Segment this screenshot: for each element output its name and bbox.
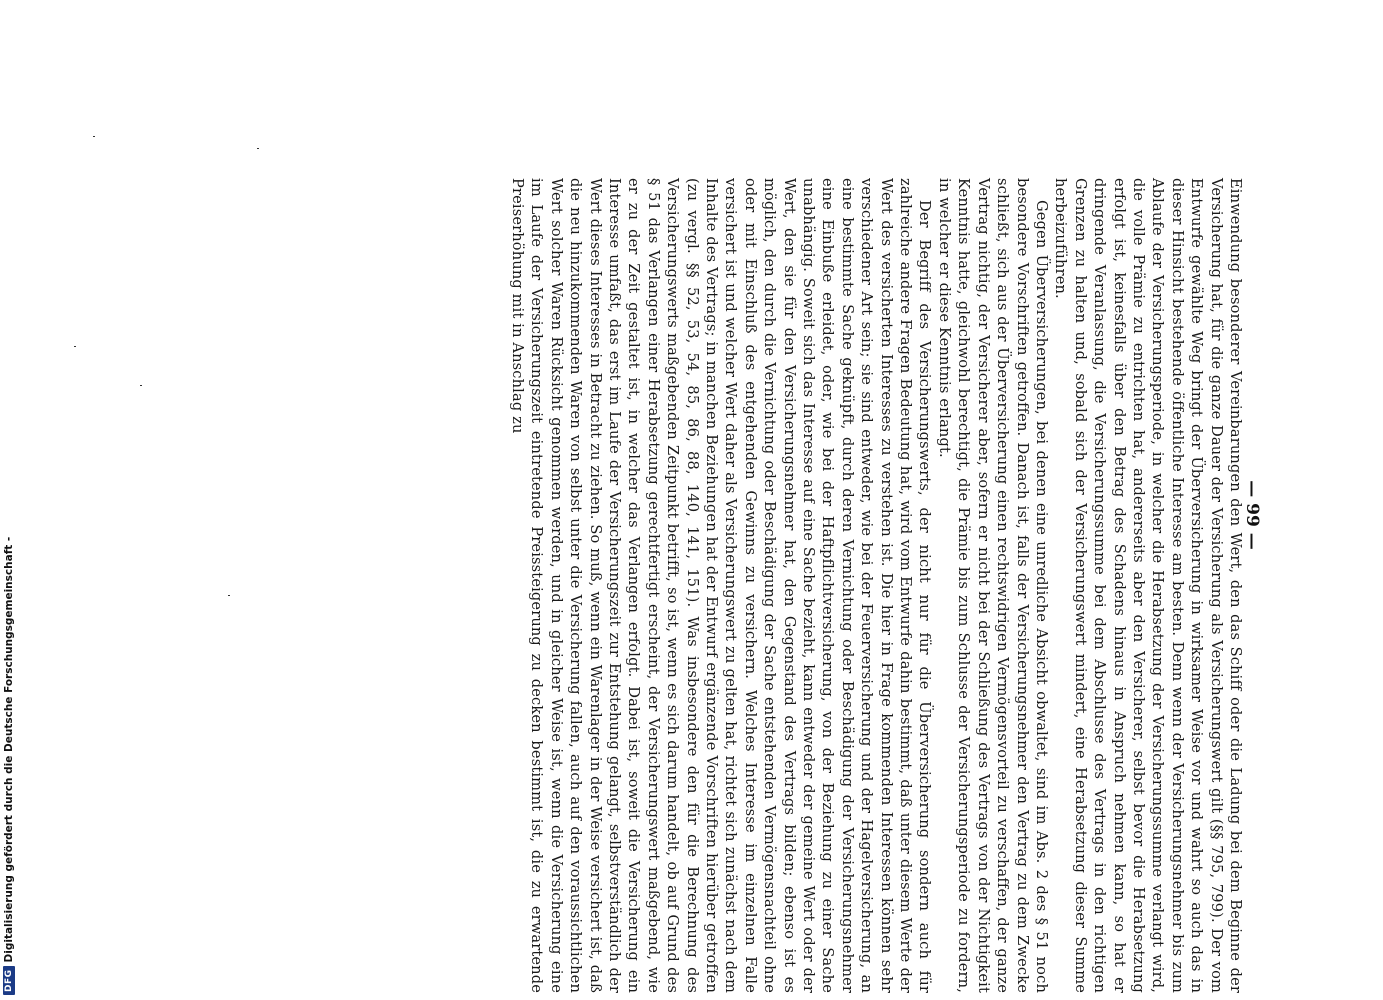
page-header: — 99 — [1242,480,1262,550]
scan-speck [228,595,230,596]
digitization-footer [0,536,18,995]
scan-speck [93,136,95,137]
dfg-logo: DFG [3,966,15,995]
document-body [165,178,1245,993]
paragraph-2: Gegen Überversicherungen, bei denen eine unredliche Absicht obwaltet, sind im Abs. 2 des § 51 noch besondere Vorschriften getroffen. Danach ist, falls der Versicherungsnehmer den Vertrag zu dem Zwecke schließt, sich aus der Überversicherung einen rechtswidrigen Vermögensvorteil zu verschaffen, der ganze Vertrag nichtig, der Versicherer aber, sofern er nicht bei der Schließung des Vertrags von der Nichtigkeit Kenntnis hatte, gleichwohl berechtigt, die Prämie bis zum Schlusse der Versicherungsperiode zu fordern, in welcher er diese Kenntnis erlangt. [935,178,1050,993]
footer-text: Digitalisierung gefördert durch die Deutsche Forschungsgemeinschaft - [3,536,15,963]
paragraph-1: Einwendung besonderer Vereinbarungen den Wert, den das Schiff oder die Ladung bei dem Beginne der Versicherung hat, für die ganze Dauer der Versicherung als Versicherungswert gilt (§§ 795, 799). Der vom Entwurfe gewählte Weg bringt der Überversicherung in wirksamer Weise vor und wahrt so auch das in dieser Hinsicht bestehende öffentliche Interesse am besten. Denn wenn der Versicherungsnehmer bis zum Ablaufe der Versicherungsperiode, in welcher die Herabsetzung der Versicherungssumme verlangt wird, die volle Prämie zu entrichten hat, andererseits aber den Versicherer, selbst bevor die Herabsetzung erfolgt ist, keinesfalls über den Betrag des Schadens hinaus in Anspruch nehmen kann, so hat er dringende Veranlassung, die Versicherungssumme bei dem Abschlusse des Vertrags in den richtigen Grenzen zu halten und, sobald sich der Versicherungswert mindert, eine Herabsetzung dieser Summe herbeizuführen. [1052,178,1244,993]
scan-speck [140,385,142,386]
scan-speck [257,148,259,149]
scan-speck [74,346,76,347]
paragraph-3: Der Begriff des Versicherungswerts, der nicht nur für die Überversicherung sondern auch für zahlreiche andere Fragen Bedeutung hat, wird vom Entwurfe dahin bestimmt, daß unter diesem Werte der Wert des versicherten Interesses zu verstehen ist. Die hier in Frage kommenden Interessen können sehr verschiedener Art sein; sie sind entweder, wie bei der Feuerversicherung und der Hagelversicherung, an eine bestimmte Sache geknüpft, durch deren Vernichtung oder Beschädigung der Versicherungsnehmer eine Einbuße erleidet, oder, wie bei der Haftpflichtversicherung, von der Beziehung zu einer Sache unabhängig. Soweit sich das Interesse auf eine Sache bezieht, kann entweder der gemeine Wert oder der Wert, den sie für den Versicherungsnehmer hat, den Gegenstand des Vertrags bilden; ebenso ist es möglich, den durch die Vernichtung oder Beschädigung der Sache entstehenden Vermögensnachteil ohne oder mit Einschluß des entgehenden Gewinns zu versichern. Welches Interesse im einzelnen Falle versichert ist und welcher Wert daher als Versicherungswert zu gelten hat, richtet sich zunächst nach dem Inhalte des Vertrags; in manchen Beziehungen hat der Entwurf ergänzende Vorschriften hierüber getroffen (zu vergl. §§ 52, 53, 54, 85, 86, 88, 140, 141, 151). Was insbesondere den für die Berechnung des Versicherungswerts maßgebenden Zeitpunkt betrifft, so ist, wenn es sich darum handelt, ob auf Grund des § 51 das Verlangen einer Herabsetzung gerechtfertigt erscheint, der Versicherungswert maßgebend, wie er zu der Zeit gestaltet ist, in welcher das Verlangen erfolgt. Dabei ist, soweit die Versicherung ein Interesse umfaßt, das erst im Laufe der Versicherungszeit zur Entstehung gelangt, selbstverständlich der Wert dieses Interesses in Betracht zu ziehen. So muß, wenn ein Warenlager in der Weise versichert ist, daß die neu hinzukommenden Waren von selbst unter die Versicherung fallen, auch auf den voraussichtlichen Wert solcher Waren Rücksicht genommen werden, und in gleicher Weise ist, wenn die Versicherung eine im Laufe der Versicherungszeit eintretende Preissteigerung zu decken bestimmt ist, die zu erwartende Preiserhöhung mit in Anschlag zu [508,178,934,993]
